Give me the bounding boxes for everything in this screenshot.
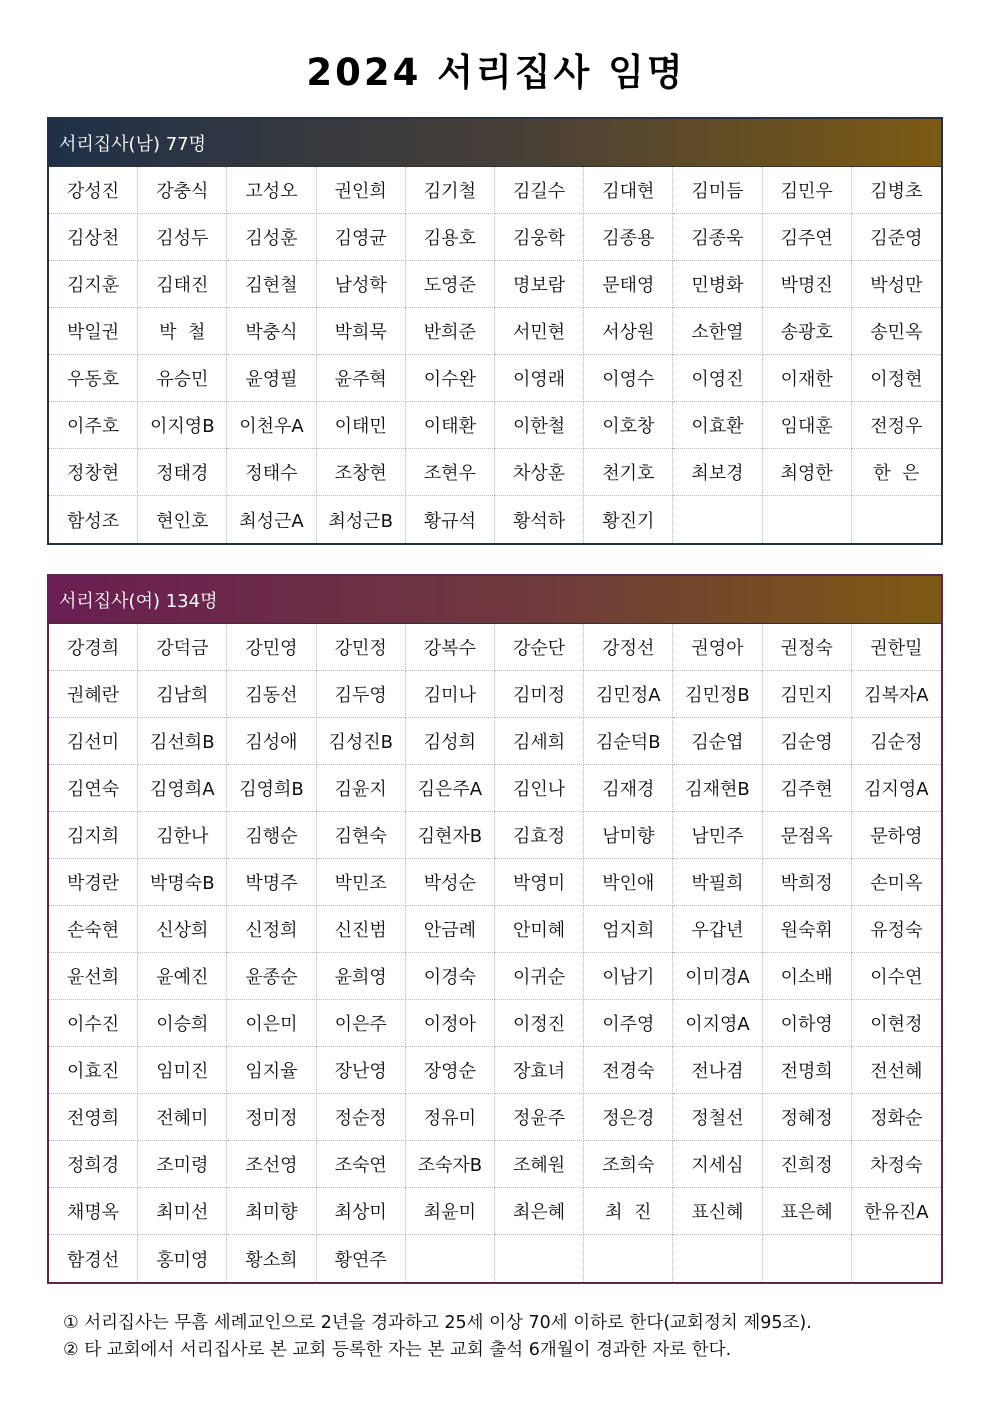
- name-cell: 이영래: [495, 355, 584, 402]
- male-deacon-section: [47, 117, 943, 545]
- name-cell: 최 진: [584, 1188, 673, 1235]
- name-cell: 김성진B: [317, 718, 406, 765]
- name-cell: 김병초: [852, 167, 941, 214]
- name-cell: 이수완: [406, 355, 495, 402]
- name-cell: 정윤주: [495, 1094, 584, 1141]
- name-cell: 전경숙: [584, 1047, 673, 1094]
- name-cell: 이정현: [852, 355, 941, 402]
- name-cell: 문태영: [584, 261, 673, 308]
- name-cell: 김현자B: [406, 812, 495, 859]
- name-cell: 홍미영: [138, 1235, 227, 1282]
- name-cell: 손숙현: [49, 906, 138, 953]
- name-cell: 김효정: [495, 812, 584, 859]
- name-cell: 한 은: [852, 449, 941, 496]
- name-cell: 김은주A: [406, 765, 495, 812]
- name-cell: 김종용: [584, 214, 673, 261]
- name-cell: 조창현: [317, 449, 406, 496]
- name-cell: 김남희: [138, 671, 227, 718]
- name-cell: 임지율: [227, 1047, 316, 1094]
- name-cell: 황소희: [227, 1235, 316, 1282]
- name-cell: 신상희: [138, 906, 227, 953]
- name-cell: 원숙휘: [763, 906, 852, 953]
- name-cell: 차상훈: [495, 449, 584, 496]
- name-cell: 김한나: [138, 812, 227, 859]
- name-cell: 박민조: [317, 859, 406, 906]
- name-cell: 김순덕B: [584, 718, 673, 765]
- name-cell: 남민주: [673, 812, 762, 859]
- name-cell: 김기철: [406, 167, 495, 214]
- name-cell: 김행순: [227, 812, 316, 859]
- name-cell: [406, 1235, 495, 1282]
- name-cell: 김동선: [227, 671, 316, 718]
- name-cell: 김주현: [763, 765, 852, 812]
- name-cell: 송광호: [763, 308, 852, 355]
- name-cell: 이지영B: [138, 402, 227, 449]
- name-cell: 김재경: [584, 765, 673, 812]
- name-cell: 황연주: [317, 1235, 406, 1282]
- name-cell: 김세희: [495, 718, 584, 765]
- name-cell: 강정선: [584, 624, 673, 671]
- name-cell: 전정우: [852, 402, 941, 449]
- name-cell: 조현우: [406, 449, 495, 496]
- name-cell: 권혜란: [49, 671, 138, 718]
- name-cell: 이하영: [763, 1000, 852, 1047]
- name-cell: 권영아: [673, 624, 762, 671]
- name-cell: 최성근A: [227, 496, 316, 543]
- name-cell: 이소배: [763, 953, 852, 1000]
- name-cell: 황규석: [406, 496, 495, 543]
- name-cell: 유승민: [138, 355, 227, 402]
- name-cell: [852, 1235, 941, 1282]
- name-cell: 김인나: [495, 765, 584, 812]
- name-cell: 조혜원: [495, 1141, 584, 1188]
- name-cell: 천기호: [584, 449, 673, 496]
- name-cell: 김준영: [852, 214, 941, 261]
- name-cell: 송민옥: [852, 308, 941, 355]
- name-cell: 김민우: [763, 167, 852, 214]
- name-cell: 김민지: [763, 671, 852, 718]
- name-cell: 정유미: [406, 1094, 495, 1141]
- name-cell: 김미듬: [673, 167, 762, 214]
- female-deacon-section: [47, 574, 943, 1284]
- name-cell: 강순단: [495, 624, 584, 671]
- name-cell: [852, 496, 941, 543]
- name-cell: 권정숙: [763, 624, 852, 671]
- name-cell: [763, 1235, 852, 1282]
- name-cell: 김순엽: [673, 718, 762, 765]
- name-cell: 손미옥: [852, 859, 941, 906]
- name-cell: 서민현: [495, 308, 584, 355]
- name-cell: 박인애: [584, 859, 673, 906]
- name-cell: 엄지희: [584, 906, 673, 953]
- name-cell: 박성순: [406, 859, 495, 906]
- name-cell: 최미향: [227, 1188, 316, 1235]
- name-cell: 김영희A: [138, 765, 227, 812]
- name-cell: 안미혜: [495, 906, 584, 953]
- name-cell: 문점옥: [763, 812, 852, 859]
- note-2: ② 타 교회에서 서리집사로 본 교회 등록한 자는 본 교회 출석 6개월이 경과한 자로 한다.: [63, 1340, 732, 1360]
- name-cell: 박명진: [763, 261, 852, 308]
- name-cell: 강덕금: [138, 624, 227, 671]
- name-cell: 한유진A: [852, 1188, 941, 1235]
- name-cell: 황석하: [495, 496, 584, 543]
- name-cell: 조미령: [138, 1141, 227, 1188]
- name-cell: 도영준: [406, 261, 495, 308]
- name-cell: 박충식: [227, 308, 316, 355]
- name-cell: 최윤미: [406, 1188, 495, 1235]
- name-cell: 김지영A: [852, 765, 941, 812]
- name-cell: 황진기: [584, 496, 673, 543]
- name-cell: 이현정: [852, 1000, 941, 1047]
- name-cell: 이경숙: [406, 953, 495, 1000]
- name-cell: 박명주: [227, 859, 316, 906]
- name-cell: [584, 1235, 673, 1282]
- name-cell: 이한철: [495, 402, 584, 449]
- name-cell: 김민정A: [584, 671, 673, 718]
- name-cell: 안금례: [406, 906, 495, 953]
- name-cell: 김영균: [317, 214, 406, 261]
- name-cell: 정태수: [227, 449, 316, 496]
- name-cell: 이주호: [49, 402, 138, 449]
- name-cell: 유정숙: [852, 906, 941, 953]
- name-cell: 지세심: [673, 1141, 762, 1188]
- name-cell: 김종욱: [673, 214, 762, 261]
- name-cell: 이효진: [49, 1047, 138, 1094]
- name-cell: 이호창: [584, 402, 673, 449]
- name-cell: 김지훈: [49, 261, 138, 308]
- name-cell: 김대현: [584, 167, 673, 214]
- name-cell: 표신혜: [673, 1188, 762, 1235]
- name-cell: 진희정: [763, 1141, 852, 1188]
- name-cell: 장영순: [406, 1047, 495, 1094]
- name-cell: 전나겸: [673, 1047, 762, 1094]
- name-cell: 윤영필: [227, 355, 316, 402]
- name-cell: 최영한: [763, 449, 852, 496]
- name-cell: 소한열: [673, 308, 762, 355]
- name-cell: 박 철: [138, 308, 227, 355]
- name-cell: 최성근B: [317, 496, 406, 543]
- name-cell: 김성훈: [227, 214, 316, 261]
- name-cell: 장효녀: [495, 1047, 584, 1094]
- name-cell: 정미정: [227, 1094, 316, 1141]
- name-cell: 현인호: [138, 496, 227, 543]
- name-cell: 최은혜: [495, 1188, 584, 1235]
- name-cell: 이재한: [763, 355, 852, 402]
- name-cell: 채명옥: [49, 1188, 138, 1235]
- name-cell: 신정희: [227, 906, 316, 953]
- name-cell: 김현숙: [317, 812, 406, 859]
- name-cell: 김용호: [406, 214, 495, 261]
- female-name-grid: [49, 623, 941, 1282]
- name-cell: 이지영A: [673, 1000, 762, 1047]
- name-cell: 박경란: [49, 859, 138, 906]
- name-cell: 함경선: [49, 1235, 138, 1282]
- name-cell: 김상천: [49, 214, 138, 261]
- name-cell: 전선혜: [852, 1047, 941, 1094]
- name-cell: 권인희: [317, 167, 406, 214]
- name-cell: 정태경: [138, 449, 227, 496]
- name-cell: [763, 496, 852, 543]
- name-cell: 정철선: [673, 1094, 762, 1141]
- name-cell: 민병화: [673, 261, 762, 308]
- name-cell: 이정아: [406, 1000, 495, 1047]
- name-cell: 남미향: [584, 812, 673, 859]
- name-cell: 이수진: [49, 1000, 138, 1047]
- name-cell: 박희정: [763, 859, 852, 906]
- name-cell: 우동호: [49, 355, 138, 402]
- name-cell: 차정숙: [852, 1141, 941, 1188]
- name-cell: 명보람: [495, 261, 584, 308]
- name-cell: 조숙연: [317, 1141, 406, 1188]
- name-cell: 정창현: [49, 449, 138, 496]
- name-cell: 이정진: [495, 1000, 584, 1047]
- name-cell: 전혜미: [138, 1094, 227, 1141]
- name-cell: 김순영: [763, 718, 852, 765]
- name-cell: 조희숙: [584, 1141, 673, 1188]
- name-cell: 박일권: [49, 308, 138, 355]
- name-cell: 김재현B: [673, 765, 762, 812]
- name-cell: 강경희: [49, 624, 138, 671]
- name-cell: 남성학: [317, 261, 406, 308]
- name-cell: 김현철: [227, 261, 316, 308]
- name-cell: 최보경: [673, 449, 762, 496]
- name-cell: 임대훈: [763, 402, 852, 449]
- name-cell: 정화순: [852, 1094, 941, 1141]
- name-cell: 이영수: [584, 355, 673, 402]
- name-cell: 김복자A: [852, 671, 941, 718]
- name-cell: 조선영: [227, 1141, 316, 1188]
- name-cell: 임미진: [138, 1047, 227, 1094]
- name-cell: 김주연: [763, 214, 852, 261]
- name-cell: 우갑년: [673, 906, 762, 953]
- name-cell: 정은경: [584, 1094, 673, 1141]
- name-cell: 윤희영: [317, 953, 406, 1000]
- name-cell: 김두영: [317, 671, 406, 718]
- name-cell: 김연숙: [49, 765, 138, 812]
- name-cell: 박희묵: [317, 308, 406, 355]
- name-cell: 김웅학: [495, 214, 584, 261]
- name-cell: 정순정: [317, 1094, 406, 1141]
- name-cell: 정희경: [49, 1141, 138, 1188]
- name-cell: 이천우A: [227, 402, 316, 449]
- name-cell: 윤선희: [49, 953, 138, 1000]
- name-cell: [673, 1235, 762, 1282]
- name-cell: 박명숙B: [138, 859, 227, 906]
- name-cell: 김성애: [227, 718, 316, 765]
- name-cell: 표은혜: [763, 1188, 852, 1235]
- note-1: ① 서리집사는 무흠 세례교인으로 2년을 경과하고 25세 이상 70세 이하로 한다(교회정치 제95조).: [63, 1313, 812, 1333]
- name-cell: 윤주혁: [317, 355, 406, 402]
- name-cell: 강성진: [49, 167, 138, 214]
- name-cell: 김성두: [138, 214, 227, 261]
- name-cell: 반희준: [406, 308, 495, 355]
- name-cell: 이태환: [406, 402, 495, 449]
- male-name-grid: [49, 166, 941, 543]
- name-cell: 이은미: [227, 1000, 316, 1047]
- name-cell: 이주영: [584, 1000, 673, 1047]
- name-cell: 고성오: [227, 167, 316, 214]
- name-cell: 문하영: [852, 812, 941, 859]
- name-cell: 김미나: [406, 671, 495, 718]
- name-cell: 전영희: [49, 1094, 138, 1141]
- name-cell: 윤종순: [227, 953, 316, 1000]
- female-section-header: 서리집사(여) 134명: [49, 576, 941, 623]
- name-cell: 윤예진: [138, 953, 227, 1000]
- name-cell: 김길수: [495, 167, 584, 214]
- name-cell: 김영희B: [227, 765, 316, 812]
- name-cell: 권한밀: [852, 624, 941, 671]
- name-cell: 김선미: [49, 718, 138, 765]
- name-cell: 이은주: [317, 1000, 406, 1047]
- name-cell: 조숙자B: [406, 1141, 495, 1188]
- name-cell: 이승희: [138, 1000, 227, 1047]
- name-cell: 김지희: [49, 812, 138, 859]
- male-section-header: 서리집사(남) 77명: [49, 119, 941, 166]
- notes: [63, 1310, 943, 1364]
- name-cell: 김윤지: [317, 765, 406, 812]
- name-cell: 김태진: [138, 261, 227, 308]
- name-cell: 신진범: [317, 906, 406, 953]
- name-cell: 정혜정: [763, 1094, 852, 1141]
- name-cell: 서상원: [584, 308, 673, 355]
- name-cell: 이영진: [673, 355, 762, 402]
- name-cell: 박영미: [495, 859, 584, 906]
- name-cell: 박성만: [852, 261, 941, 308]
- name-cell: [495, 1235, 584, 1282]
- name-cell: 장난영: [317, 1047, 406, 1094]
- name-cell: 김성희: [406, 718, 495, 765]
- name-cell: 강민영: [227, 624, 316, 671]
- name-cell: 김선희B: [138, 718, 227, 765]
- page-title: 2024 서리집사 임명: [306, 51, 686, 94]
- name-cell: 강민정: [317, 624, 406, 671]
- name-cell: 최상미: [317, 1188, 406, 1235]
- name-cell: 강충식: [138, 167, 227, 214]
- name-cell: 이귀순: [495, 953, 584, 1000]
- name-cell: 최미선: [138, 1188, 227, 1235]
- name-cell: [673, 496, 762, 543]
- name-cell: 이남기: [584, 953, 673, 1000]
- name-cell: 김미정: [495, 671, 584, 718]
- name-cell: 강복수: [406, 624, 495, 671]
- name-cell: 김순정: [852, 718, 941, 765]
- name-cell: 이효환: [673, 402, 762, 449]
- name-cell: 이미경A: [673, 953, 762, 1000]
- name-cell: 전명희: [763, 1047, 852, 1094]
- name-cell: 함성조: [49, 496, 138, 543]
- name-cell: 이수연: [852, 953, 941, 1000]
- name-cell: 이태민: [317, 402, 406, 449]
- name-cell: 김민정B: [673, 671, 762, 718]
- name-cell: 박필희: [673, 859, 762, 906]
